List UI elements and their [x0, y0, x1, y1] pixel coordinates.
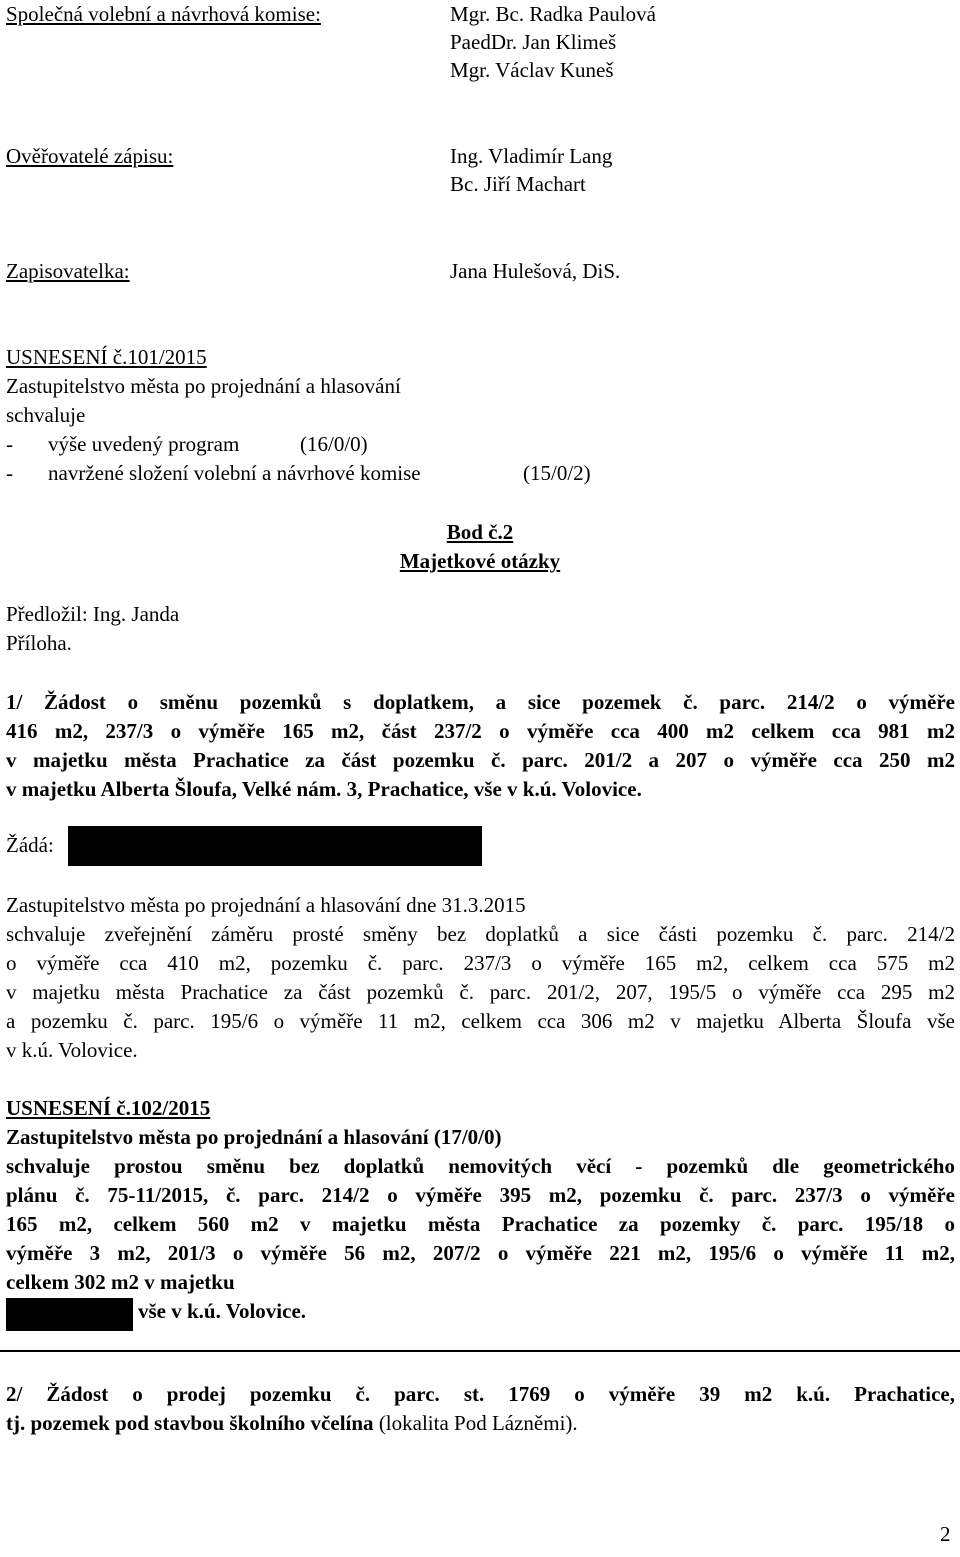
resolution-102-title: USNESENÍ č.102/2015 [6, 1096, 211, 1120]
decision-1-line: a pozemku č. parc. 195/6 o výměře 11 m2, celkem cca 306 m2 v majetku Alberta Šloufa vše [6, 1009, 955, 1033]
resolution-102-line: Zastupitelstvo města po projednání a hlasování (17/0/0) [6, 1125, 502, 1149]
request-1-line: 416 m2, 237/3 o výměře 165 m2, část 237/2 o výměře cca 400 m2 celkem cca 981 m2 [6, 719, 955, 743]
request-1-line: v majetku města Prachatice za část pozemku č. parc. 201/2 a 207 o výměře cca 250 m2 [6, 748, 955, 772]
recorder-name: Jana Hulešová, DiS. [450, 259, 621, 283]
owner-redaction [6, 1298, 133, 1331]
request-2-line [6, 1409, 955, 1438]
resolution-101-item-text: navržené složení volební a návrhové komise [48, 461, 421, 485]
verifier-member: Bc. Jiří Machart [450, 172, 586, 196]
resolution-101-item-dash: - [6, 461, 13, 485]
commission-member: Mgr. Václav Kuneš [450, 58, 614, 82]
applicant-label: Žádá: [6, 833, 54, 857]
request-1-text [6, 688, 955, 804]
resolution-102-line: plánu č. 75-11/2015, č. parc. 214/2 o výměře 395 m2, pozemku č. parc. 237/3 o výměře [6, 1183, 955, 1207]
commission-member: PaedDr. Jan Klimeš [450, 30, 617, 54]
resolution-102-text [6, 1123, 955, 1297]
point-2-title: Bod č.2 [446, 520, 514, 544]
presented-by: Předložil: Ing. Janda [6, 602, 180, 626]
resolution-102-tail: vše v k.ú. Volovice. [138, 1299, 307, 1323]
decision-1-line: v majetku města Prachatice za část pozemků č. parc. 201/2, 207, 195/5 o výměře cca 295 m2 [6, 980, 955, 1004]
verifiers-label: Ověřovatelé zápisu: [6, 144, 174, 168]
resolution-102-line: schvaluje prostou směnu bez doplatků nemovitých věcí - pozemků dle geometrického [6, 1154, 955, 1178]
request-2-line: 2/ Žádost o prodej pozemku č. parc. st. 1769 o výměře 39 m2 k.ú. Prachatice, [6, 1382, 955, 1406]
resolution-101-item-vote: (16/0/0) [300, 432, 368, 456]
resolution-101-verb: schvaluje [6, 403, 86, 427]
resolution-101-item-text: výše uvedený program [48, 432, 240, 456]
resolution-101-item-dash: - [6, 432, 13, 456]
decision-1-text [6, 891, 955, 1065]
verifier-member: Ing. Vladimír Lang [450, 144, 613, 168]
decision-1-line: schvaluje zveřejnění záměru prosté směny bez doplatků a sice části pozemku č. parc. 214/2 [6, 922, 955, 946]
request-2-locality: (lokalita Pod Lázněmi). [373, 1411, 578, 1435]
request-2-text [6, 1380, 955, 1438]
resolution-102-line: výměře 3 m2, 201/3 o výměře 56 m2, 207/2 o výměře 221 m2, 195/6 o výměře 11 m2, [6, 1241, 955, 1265]
section-divider [0, 1350, 960, 1352]
request-2-bold: tj. pozemek pod stavbou školního včelína [6, 1411, 374, 1435]
resolution-101-title: USNESENÍ č.101/2015 [6, 345, 207, 369]
commission-member: Mgr. Bc. Radka Paulová [450, 2, 656, 26]
request-1-line: 1/ Žádost o směnu pozemků s doplatkem, a sice pozemek č. parc. 214/2 o výměře [6, 690, 955, 714]
decision-1-line: v k.ú. Volovice. [6, 1038, 138, 1062]
point-2-subtitle: Majetkové otázky [399, 549, 561, 573]
resolution-101-item-vote: (15/0/2) [523, 461, 591, 485]
resolution-101-intro: Zastupitelstvo města po projednání a hlasování [6, 374, 401, 398]
resolution-102-line: celkem 302 m2 v majetku [6, 1270, 235, 1294]
request-1-line: v majetku Alberta Šloufa, Velké nám. 3, Prachatice, vše v k.ú. Volovice. [6, 777, 642, 801]
attachment-label: Příloha. [6, 631, 72, 655]
decision-1-line: Zastupitelstvo města po projednání a hlasování dne 31.3.2015 [6, 893, 526, 917]
commission-label: Společná volební a návrhová komise: [6, 2, 321, 26]
page-number: 2 [940, 1522, 951, 1546]
decision-1-line: o výměře cca 410 m2, pozemku č. parc. 237/3 o výměře 165 m2, celkem cca 575 m2 [6, 951, 955, 975]
recorder-label: Zapisovatelka: [6, 259, 130, 283]
applicant-redaction [68, 826, 482, 866]
resolution-102-line: 165 m2, celkem 560 m2 v majetku města Prachatice za pozemky č. parc. 195/18 o [6, 1212, 955, 1236]
